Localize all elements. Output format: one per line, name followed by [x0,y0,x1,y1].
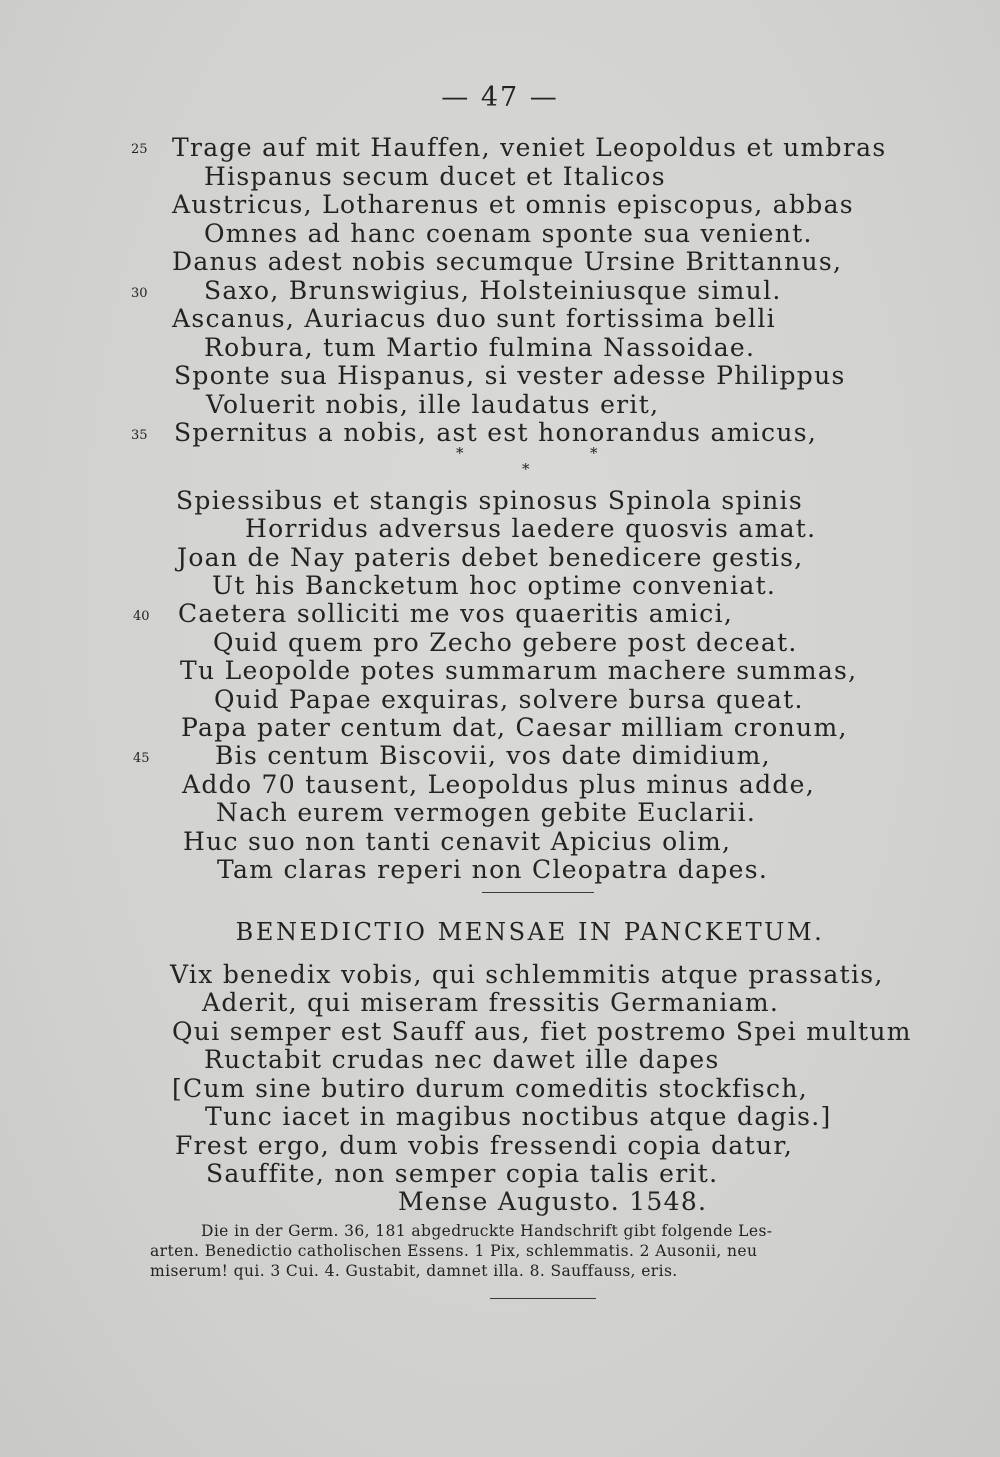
verse-line: Danus adest nobis secumque Ursine Brittannus, [172,247,843,276]
verse-line: Nach eurem vermogen gebite Euclarii. [216,798,757,827]
verse-line: Bis centum Biscovii, vos date dimidium, [215,741,771,770]
verse-line: Austricus, Lotharenus et omnis episcopus, abbas [172,190,854,219]
section-heading: BENEDICTIO MENSAE IN PANCKETUM. [235,918,825,946]
verse-line: Sponte sua Hispanus, si vester adesse Philippus [174,361,846,390]
verse-line: Huc suo non tanti cenavit Apicius olim, [183,827,732,856]
section-divider [482,892,594,893]
verse-line: Tu Leopolde potes summarum machere summas, [180,656,858,685]
verse-line: Saxo, Brunswigius, Holsteiniusque simul. [204,276,782,305]
footnote-line: Die in der Germ. 36, 181 abgedruckte Handschrift gibt folgende Les- [201,1222,773,1240]
verse-line: Trage auf mit Hauffen, veniet Leopoldus et umbras [172,133,887,162]
verse-line: Hispanus secum ducet et Italicos [204,162,666,191]
date-line: Mense Augusto. 1548. [398,1187,708,1216]
asterism-star: * [456,444,464,462]
page-number: — 47 — [441,82,559,113]
verse-line: Qui semper est Sauff aus, fiet postremo Spei multum [172,1017,912,1046]
line-number: 30 [131,286,148,301]
end-divider [490,1298,596,1299]
verse-line: Sauffite, non semper copia talis erit. [206,1159,719,1188]
verse-line: Quid Papae exquiras, solvere bursa queat. [214,685,804,714]
verse-line: [Cum sine butiro durum comeditis stockfisch, [172,1074,808,1103]
verse-line: Joan de Nay pateris debet benedicere gestis, [177,543,804,572]
asterism-star: * [590,444,598,462]
verse-line: Quid quem pro Zecho gebere post deceat. [213,628,798,657]
verse-line: Vix benedix vobis, qui schlemmitis atque prassatis, [170,960,884,989]
verse-line: Voluerit nobis, ille laudatus erit, [206,390,660,419]
asterism-star: * [522,460,530,478]
footnote-line: miserum! qui. 3 Cui. 4. Gustabit, damnet illa. 8. Sauffauss, eris. [150,1262,678,1280]
verse-line: Frest ergo, dum vobis fressendi copia datur, [175,1131,794,1160]
verse-line: Horridus adversus laedere quosvis amat. [245,514,817,543]
verse-line: Aderit, qui miseram fressitis Germaniam. [202,988,780,1017]
footnote-line: arten. Benedictio catholischen Essens. 1 Pix, schlemmatis. 2 Ausonii, neu [150,1242,758,1260]
verse-line: Addo 70 tausent, Leopoldus plus minus adde, [182,770,816,799]
verse-line: Tam claras reperi non Cleopatra dapes. [217,855,769,884]
verse-line: Tunc iacet in magibus noctibus atque dagis.] [205,1102,832,1131]
line-number: 45 [133,751,150,766]
verse-line: Ructabit crudas nec dawet ille dapes [204,1045,720,1074]
verse-line: Caetera solliciti me vos quaeritis amici, [178,599,734,628]
verse-line: Omnes ad hanc coenam sponte sua venient. [204,219,813,248]
line-number: 40 [133,609,150,624]
line-number: 35 [131,428,148,443]
verse-line: Papa pater centum dat, Caesar milliam cronum, [181,713,848,742]
verse-line: Robura, tum Martio fulmina Nassoidae. [204,333,756,362]
verse-line: Ut his Bancketum hoc optime conveniat. [212,571,777,600]
verse-line: Spernitus a nobis, ast est honorandus amicus, [174,418,818,447]
verse-line: Spiessibus et stangis spinosus Spinola spinis [176,486,803,515]
line-number: 25 [131,142,148,157]
verse-line: Ascanus, Auriacus duo sunt fortissima belli [172,304,776,333]
